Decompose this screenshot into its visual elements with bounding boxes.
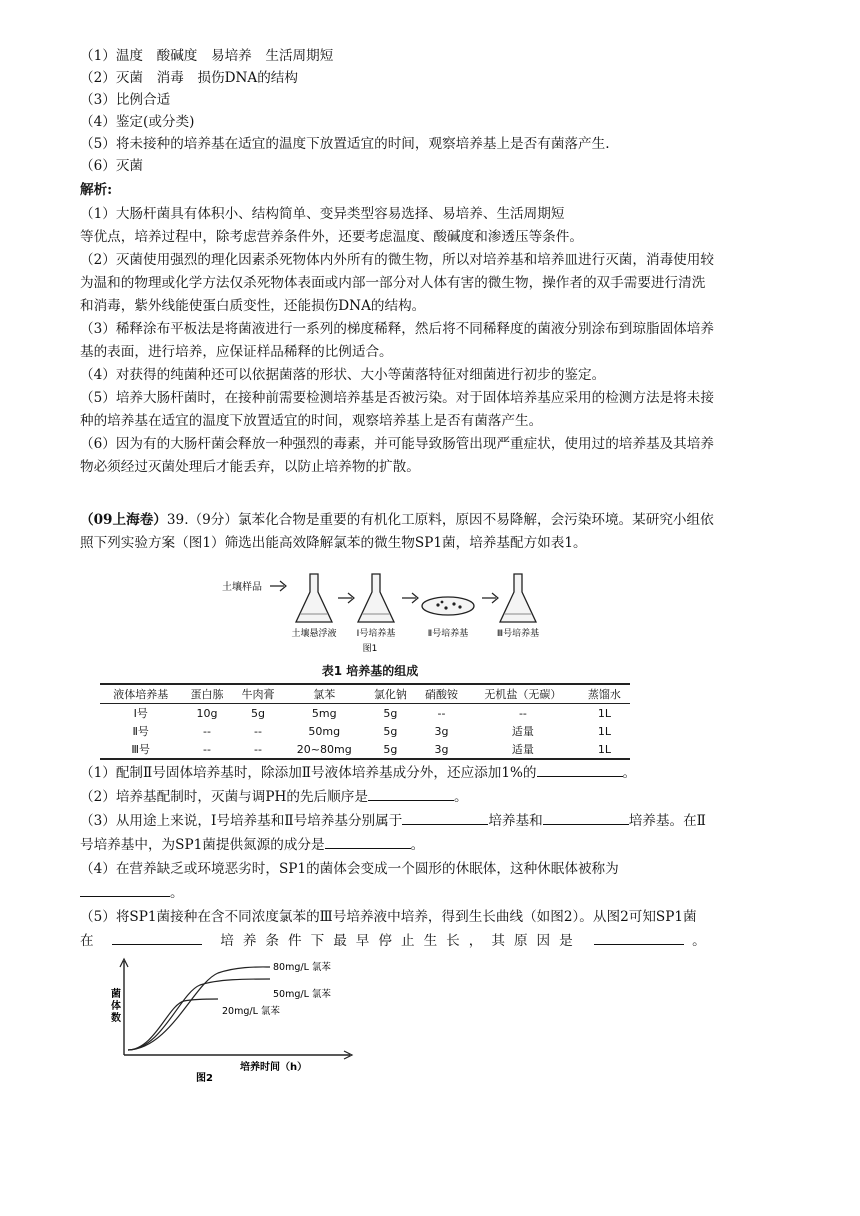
answer-line-6: （6）灭菌	[80, 158, 144, 174]
analysis-line-1: （1）大肠杆菌具有体积小、结构简单、变异类型容易选择、易培养、生活周期短	[80, 206, 565, 222]
answer-blank	[402, 810, 488, 825]
answer-blank	[537, 762, 623, 777]
y-axis-label-char-1: 菌	[111, 989, 121, 1000]
answer-line-2: （2）灭菌 消毒 损伤DNA的结构	[80, 70, 298, 86]
answer-blank	[112, 930, 202, 945]
question-5: （5）将SP1菌接种在含不同浓度氯苯的Ⅲ号培养液中培养，得到生长曲线（如图2）。从图2可知SP1菌	[80, 909, 697, 925]
answer-blank	[368, 786, 454, 801]
table-cell: 1L	[579, 740, 630, 759]
analysis-line-9: （5）培养大肠杆菌时，在接种前需要检测培养基是否被污染。对于固体培养基应采用的检测方法是将未接	[80, 390, 714, 406]
header-cell: 氯化钠	[365, 684, 416, 704]
dish-label-medium-2: Ⅱ号培养基	[427, 629, 469, 639]
question-1-end: 。	[622, 765, 637, 781]
figure-2-x-axis	[124, 1051, 352, 1059]
answer-line-4: （4）鉴定(或分类)	[80, 114, 195, 130]
table-cell: 5g	[383, 706, 398, 720]
analysis-line-2: 等优点，培养过程中，除考虑营养条件外，还要考虑温度、酸碱度和渗透压等条件。	[80, 229, 583, 245]
answer-line-3: （3）比例合适	[80, 92, 171, 108]
question-4: （4）在营养缺乏或环境恶劣时，SP1的菌体会变成一个圆形的休眠体，这种休眠体被称为	[80, 861, 619, 877]
table-cell: 10g	[196, 706, 218, 720]
arrow-4	[482, 593, 498, 603]
arrow-3	[402, 593, 418, 603]
answer-blank	[594, 930, 684, 945]
table-row	[100, 740, 630, 759]
figure-2-caption: 图2	[196, 1073, 213, 1084]
question-3-text-2: 号培养基中，为SP1菌提供氮源的成分是	[80, 837, 325, 853]
question-intro-text: 39.（9分）氯苯化合物是重要的有机化工原料，原因不易降解，会污染环境。某研究小组依	[166, 512, 714, 528]
analysis-line-10: 种的培养基在适宜的温度下放置适宜的时间，观察培养基上是否有菌落产生。	[80, 413, 543, 429]
header-cell: 无机盐（无碳）	[467, 684, 579, 704]
table-cell: 适量	[511, 725, 534, 738]
table-cell: 适量	[467, 740, 579, 759]
question-3-text: （3）从用途上来说，Ⅰ号培养基和Ⅱ号培养基分别属于	[80, 813, 403, 829]
header-cell: 蒸馏水	[579, 684, 630, 704]
curve-label-80mg: 80mg/L 氯苯	[273, 962, 331, 973]
curve-label-50mg: 50mg/L 氯苯	[273, 989, 331, 1000]
arrow-2	[338, 593, 354, 603]
table-cell: 20~80mg	[284, 740, 365, 759]
table-1-title: 表1 培养基的组成	[321, 664, 419, 678]
table-cell: 1L	[597, 724, 611, 738]
table-1	[100, 662, 640, 760]
question-5-end: 。	[692, 933, 706, 949]
analysis-line-12: 物必须经过灭菌处理后才能丢弃，以防止培养物的扩散。	[80, 459, 420, 475]
table-cell: --	[254, 724, 262, 738]
flask-label-medium-1: Ⅰ号培养基	[356, 629, 396, 639]
table-cell: 5g	[365, 740, 416, 759]
figure-1-diagram	[220, 572, 640, 658]
header-cell: 硝酸铵	[416, 684, 467, 704]
flask-label-suspension: 土壤悬浮液	[291, 629, 337, 639]
table-cell: --	[518, 706, 527, 720]
table-cell: --	[181, 740, 232, 759]
question-intro-1	[80, 509, 780, 531]
table-cell: 5mg	[311, 706, 337, 720]
answer-blank	[80, 882, 170, 897]
figure-2-growth-curves	[110, 955, 370, 1085]
table-cell: 5g	[251, 706, 266, 720]
curve-label-20mg: 20mg/L 氯苯	[222, 1006, 280, 1017]
header-cell: 蛋白胨	[181, 684, 232, 704]
question-3-mid: 培养基和	[488, 813, 543, 829]
soil-sample-label: 土壤样品	[222, 582, 262, 593]
table-cell: 3g	[434, 724, 449, 738]
petri-dish-medium-2	[422, 597, 474, 615]
question-4-end: 。	[170, 885, 184, 901]
flask-medium-3	[500, 574, 536, 622]
header-cell: 氯苯	[284, 684, 365, 704]
media-composition-table	[100, 683, 630, 760]
table-cell: Ⅰ号	[133, 707, 148, 720]
flask-label-medium-3: Ⅲ号培养基	[496, 629, 540, 639]
header-cell: 牛肉膏	[233, 684, 284, 704]
table-header-row	[100, 684, 630, 704]
question-5-cont	[80, 930, 780, 952]
answer-blank	[543, 810, 629, 825]
question-1	[80, 762, 780, 784]
table-row	[100, 704, 630, 723]
table-cell: Ⅲ号	[100, 740, 181, 759]
table-cell: Ⅱ号	[132, 725, 149, 738]
table-cell: 5g	[383, 724, 398, 738]
question-source: （09上海卷）	[80, 512, 167, 528]
curve-20mg	[128, 999, 218, 1050]
question-5-mid: 培养条件下最早停止生长，其原因是	[220, 933, 582, 949]
flask-soil-suspension	[296, 574, 332, 622]
question-2-text: （2）培养基配制时，灭菌与调PH的先后顺序是	[80, 789, 368, 805]
header-cell: 液体培养基	[100, 684, 181, 704]
table-row	[100, 722, 630, 740]
analysis-line-4: 为温和的物理或化学方法仅杀死物体表面或内部一部分对人体有害的微生物，操作者的双手需要进行清洗	[80, 275, 706, 291]
answer-line-5: （5）将未接种的培养基在适宜的温度下放置适宜的时间，观察培养基上是否有菌落产生.	[80, 136, 610, 152]
question-2	[80, 786, 780, 808]
y-axis-label-char-3: 数	[111, 1013, 121, 1024]
question-2-end: 。	[453, 789, 468, 805]
analysis-label: 解析:	[80, 182, 113, 198]
question-3-tail: 培养基。在Ⅱ	[628, 813, 706, 829]
table-cell: 1L	[597, 706, 611, 720]
flask-medium-1	[358, 574, 394, 622]
analysis-line-3: （2）灭菌使用强烈的理化因素杀死物体内外所有的微生物，所以对培养基和培养皿进行灭菌，消毒使用较	[80, 252, 714, 268]
question-3	[80, 810, 780, 832]
answer-blank	[325, 834, 411, 849]
analysis-line-11: （6）因为有的大肠杆菌会释放一种强烈的毒素，并可能导致肠管出现严重症状，使用过的培养基及其培养	[80, 436, 714, 452]
x-axis-label: 培养时间（h）	[240, 1062, 308, 1073]
question-4-cont	[80, 882, 780, 904]
table-cell: 50mg	[308, 724, 341, 738]
analysis-line-8: （4）对获得的纯菌种还可以依据菌落的形状、大小等菌落特征对细菌进行初步的鉴定。	[80, 367, 606, 383]
arrow-1	[270, 581, 286, 591]
analysis-line-6: （3）稀释涂布平板法是将菌液进行一系列的梯度稀释，然后将不同稀释度的菌液分别涂布到琼脂固体培养	[80, 321, 714, 337]
question-5-text: 在	[80, 933, 94, 949]
question-3-end: 。	[410, 837, 425, 853]
figure-1-caption: 图1	[362, 644, 378, 654]
table-cell: --	[437, 706, 446, 720]
table-cell: 3g	[416, 740, 467, 759]
question-intro-2: 照下列实验方案（图1）筛选出能高效降解氯苯的微生物SP1菌，培养基配方如表1。	[80, 535, 587, 551]
analysis-line-5: 和消毒，紫外线能使蛋白质变性，还能损伤DNA的结构。	[80, 298, 426, 314]
table-cell: --	[202, 724, 211, 738]
table-cell: --	[233, 740, 284, 759]
analysis-line-7: 基的表面，进行培养，应保证样品稀释的比例适合。	[80, 344, 393, 360]
answer-line-1: （1）温度 酸碱度 易培养 生活周期短	[80, 48, 334, 64]
y-axis-label-char-2: 体	[111, 1001, 121, 1012]
question-3-cont	[80, 834, 780, 856]
figure-2-y-axis	[120, 959, 128, 1055]
question-1-text: （1）配制Ⅱ号固体培养基时，除添加Ⅱ号液体培养基成分外，还应添加1%的	[80, 765, 537, 781]
